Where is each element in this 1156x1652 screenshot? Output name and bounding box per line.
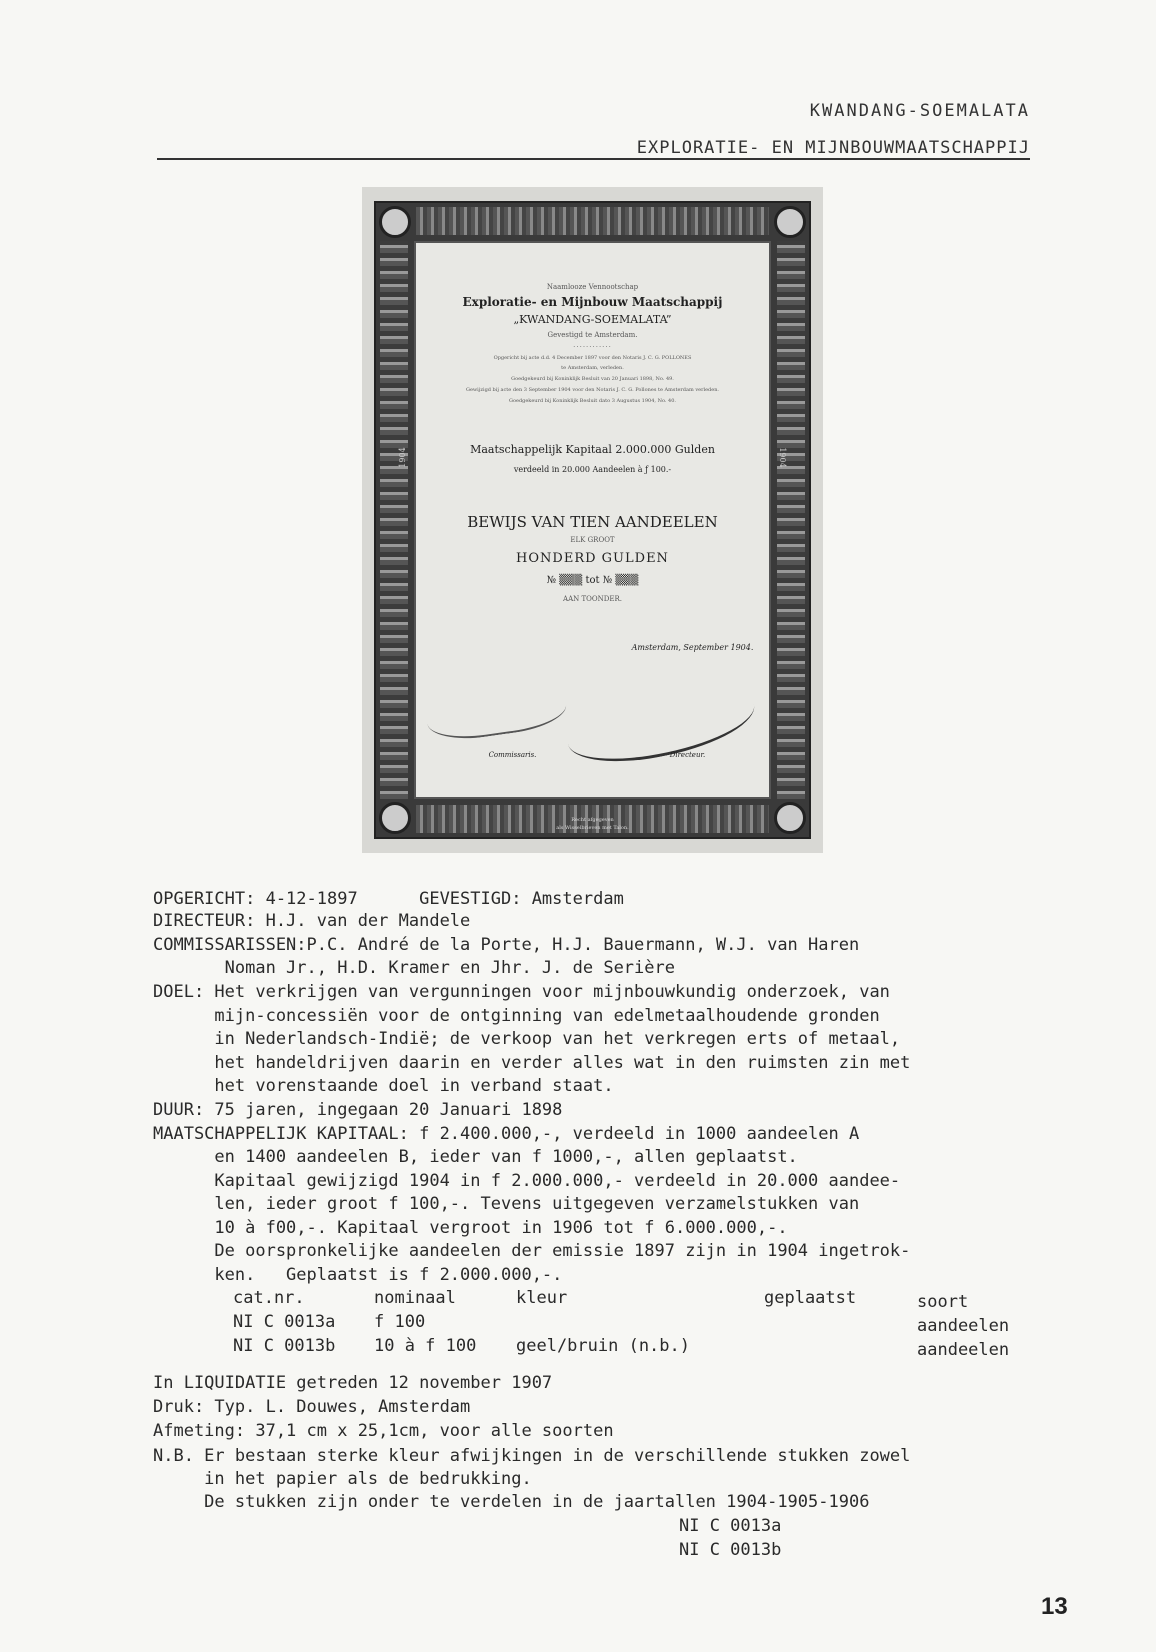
cert-divider: ············ [573, 343, 612, 351]
certificate-inner [414, 241, 771, 799]
certificate-border [374, 201, 811, 839]
header-rule [157, 158, 1030, 160]
cert-place-date: Amsterdam, September 1904. [631, 643, 754, 652]
table-row-nominaal: 10 à f 100 [374, 1336, 477, 1356]
table-row-cat: NI C 0013b [233, 1336, 336, 1356]
text-line: en 1400 aandeelen B, ieder van f 1000,-, allen geplaatst. [153, 1147, 798, 1167]
table-row-soort: aandeelen [917, 1316, 1010, 1336]
cert-capital: Maatschappelijk Kapitaal 2.000.000 Gulden [470, 443, 715, 456]
text-line: het vorenstaande doel in verband staat. [153, 1076, 614, 1096]
text-line: Noman Jr., H.D. Kramer en Jhr. J. de Serière [153, 958, 675, 978]
text-line: DOEL: Het verkrijgen van vergunningen voor mijnbouwkundig onderzoek, van [153, 982, 890, 1002]
cert-commissaris: Commissaris. [488, 751, 537, 759]
cert-line2: Exploratie- en Mijnbouw Maatschappij [462, 295, 723, 309]
cert-line4: Gevestigd te Amsterdam. [547, 331, 638, 339]
text-line: De oorspronkelijke aandeelen der emissie 1897 zijn in 1904 ingetrok- [153, 1241, 911, 1261]
footer-line: Druk: Typ. L. Douwes, Amsterdam [153, 1397, 471, 1417]
table-row-soort: aandeelen [917, 1340, 1010, 1360]
year-left: 1904 [398, 447, 407, 468]
signature-commissaris-icon [423, 674, 569, 745]
cert-title: BEWIJS VAN TIEN AANDEELEN [467, 513, 718, 531]
header-company: KWANDANG-SOEMALATA [809, 101, 1030, 121]
text-line: DUUR: 75 jaren, ingegaan 20 Januari 1898 [153, 1100, 563, 1120]
table-header-cat: cat.nr. [233, 1288, 305, 1308]
cert-directeur: Directeur. [669, 751, 706, 759]
table-header-nominaal: nominaal [374, 1288, 456, 1308]
footer-line: in het papier als de bedrukking. [153, 1469, 532, 1489]
footer-line: De stukken zijn onder te verdelen in de jaartallen 1904-1905-1906 [153, 1492, 870, 1512]
table-row-cat: NI C 0013a [233, 1312, 336, 1332]
text-line: ken. Geplaatst is f 2.000.000,-. [153, 1265, 563, 1285]
text-line: 10 à f00,-. Kapitaal vergroot in 1906 tot f 6.000.000,-. [153, 1218, 788, 1238]
cert-line3: „KWANDANG-SOEMALATA” [513, 313, 672, 326]
table-row-kleur: geel/bruin (n.b.) [516, 1336, 690, 1356]
cert-fine5: Goedgekeurd bij Koninklijk Besluit dato 3 Augustus 1904, No. 40. [508, 398, 676, 404]
table-row-nominaal: f 100 [374, 1312, 426, 1332]
cert-divided: verdeeld in 20.000 Aandeelen à ƒ 100.- [513, 465, 672, 474]
corner-rosette-icon [774, 802, 806, 834]
footer-line: Afmeting: 37,1 cm x 25,1cm, voor alle soorten [153, 1421, 614, 1441]
text-line: het handeldrijven daarin en verder alles wat in den ruimsten zin met [153, 1053, 911, 1073]
cert-fine3: Goedgekeurd bij Koninklijk Besluit van 20 Januari 1898, No. 49. [511, 376, 674, 382]
text-line: Kapitaal gewijzigd 1904 in f 2.000.000,- verdeeld in 20.000 aandee- [153, 1171, 901, 1191]
text-line: len, ieder groot f 100,-. Tevens uitgegeven verzamelstukken van [153, 1194, 860, 1214]
text-line: in Nederlandsch-Indië; de verkoop van het verkregen erts of metaal, [153, 1029, 901, 1049]
corner-rosette-icon [774, 206, 806, 238]
cert-amount: HONDERD GULDEN [516, 551, 669, 566]
year-right: 1904 [778, 447, 787, 468]
nb-ref: NI C 0013a [679, 1516, 782, 1536]
ornament-side-right [777, 241, 805, 799]
ornament-band-top [416, 207, 769, 235]
cert-seal1: Recht afgegeven [571, 817, 614, 823]
cert-fine2: te Amsterdam, verleden. [561, 365, 624, 371]
table-header-geplaatst: geplaatst [764, 1288, 857, 1308]
header-subtitle: EXPLORATIE- EN MIJNBOUWMAATSCHAPPIJ [636, 138, 1030, 158]
nb-ref: NI C 0013b [679, 1540, 782, 1560]
cert-numbers: № ▒▒▒ tot № ▒▒▒ [546, 575, 639, 586]
cert-fine1: Opgericht bij acte d.d. 4 December 1897 voor den Notaris J. C. G. POLLONES [493, 355, 692, 361]
table-header-kleur: kleur [516, 1288, 568, 1308]
cert-line1: Naamlooze Vennootschap [546, 283, 639, 291]
share-certificate-image [362, 187, 823, 853]
cert-bearer: AAN TOONDER. [563, 595, 622, 603]
text-line: OPGERICHT: 4-12-1897 GEVESTIGD: Amsterdam [153, 889, 624, 909]
page-number: 13 [1041, 1593, 1068, 1620]
cert-seal2: als Wisselbrieven met Talon. [556, 825, 629, 831]
cert-each: ELK GROOT [570, 536, 615, 544]
text-line: COMMISSARISSEN:P.C. André de la Porte, H.J. Bauermann, W.J. van Haren [153, 935, 860, 955]
footer-line: In LIQUIDATIE getreden 12 november 1907 [153, 1373, 553, 1393]
text-line: DIRECTEUR: H.J. van der Mandele [153, 911, 471, 931]
text-line: MAATSCHAPPELIJK KAPITAAL: f 2.400.000,-, verdeeld in 1000 aandeelen A [153, 1124, 860, 1144]
table-header-soort: soort [917, 1292, 969, 1312]
cert-fine4: Gewijzigd bij acte den 3 September 1904 voor den Notaris J. C. G. Pollones te Amsterdam verleden. [465, 387, 720, 393]
footer-line: N.B. Er bestaan sterke kleur afwijkingen in de verschillende stukken zowel [153, 1446, 911, 1466]
text-line: mijn-concessiën voor de ontginning van edelmetaalhoudende gronden [153, 1006, 880, 1026]
signature-directeur-icon [562, 674, 761, 775]
